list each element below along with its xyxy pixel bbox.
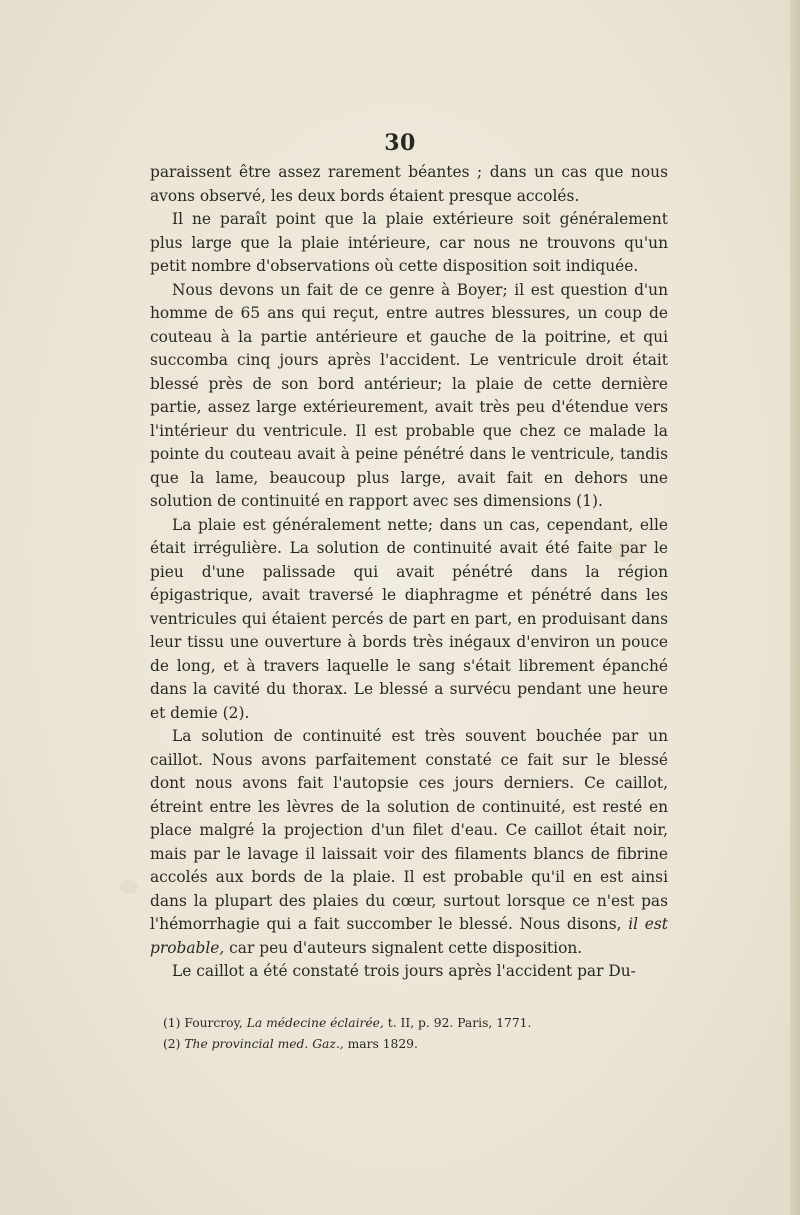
paragraph: paraissent être assez rarement béantes ; dans un cas que nous avons observé, les deux bords étaient presque accolés. (150, 163, 668, 205)
page-number: 30 (384, 130, 416, 156)
paragraph: La plaie est généralement nette; dans un cas, cependant, elle était irrégulière. La solution de continuité avait été faite par le pieu d'une palissade qui avait pénétré dans la région épigastrique, avait traversé le diaphragme et pénétré dans les ventricules qui étaient percés de part en part, en produisant dans leur tissu une ouverture à bords très inégaux d'environ un pouce de long, et à travers laquelle le sang s'était librement épanché dans la cavité du thorax. Le blessé a survécu pendant une heure et demie (2). (150, 515, 668, 722)
footnote-marker: (2) (163, 1037, 181, 1051)
footnote (163, 1013, 643, 1034)
paragraph-text: La solution de continuité est très souvent bouchée par un caillot. Nous avons parfaitement constaté ce fait sur le blessé dont nous avons fait l'autopsie ces jours derniers. Ce caillot, étreint entre les lèvres de la solution de continuité, est resté en place malgré la projection d'un filet d'eau. Ce caillot était noir, mais par le lavage il laissait voir des filaments blancs de fibrine accolés aux bords de la plaie. Il est probable qu'il en est ainsi dans la plupart des plaies du cœur, surtout lorsque ce n'est pas l'hémorrhagie qui a fait succomber le blessé. Nous disons, (150, 727, 668, 933)
paragraph-text: car peu d'auteurs signalent cette disposition. (224, 938, 583, 957)
paragraph: Il ne paraît point que la plaie extérieure soit généralement plus large que la plaie intérieure, car nous ne trouvons qu'un petit nombre d'observations où cette disposition soit indiquée. (150, 210, 668, 275)
paper-stain (120, 880, 138, 894)
footnote-rest: mars 1829. (347, 1037, 418, 1051)
footnote-marker: (1) (163, 1016, 181, 1030)
italic-emphasis: il est probable, (150, 915, 668, 957)
footnote-title: La médecine éclairée, (246, 1016, 384, 1030)
page-edge (790, 0, 800, 1215)
footnote-title: The provincial med. Gaz., (184, 1037, 344, 1051)
footnote-rest: t. II, p. 92. Paris, 1771. (387, 1016, 532, 1030)
footnote-author: Fourcroy, (184, 1016, 243, 1030)
paragraph: Nous devons un fait de ce genre à Boyer; il est question d'un homme de 65 ans qui reçut, entre autres blessures, un coup de couteau à la partie antérieure et gauche de la poitrine, et qui succomba cinq jours après l'accident. Le ventricule droit était blessé près de son bord antérieur; la plaie de cette dernière partie, assez large extérieurement, avait très peu d'étendue vers l'intérieur du ventricule. Il est probable que chez ce malade la pointe du couteau avait à peine pénétré dans le ventricule, tandis que la lame, beaucoup plus large, avait fait en dehors une solution de continuité en rapport avec ses dimensions (1). (150, 280, 668, 510)
paragraph (150, 725, 668, 960)
body-text (150, 161, 668, 984)
paragraph: Le caillot a été constaté trois jours après l'accident par Du- (172, 962, 636, 980)
footnotes (163, 1013, 643, 1055)
footnote (163, 1034, 643, 1055)
